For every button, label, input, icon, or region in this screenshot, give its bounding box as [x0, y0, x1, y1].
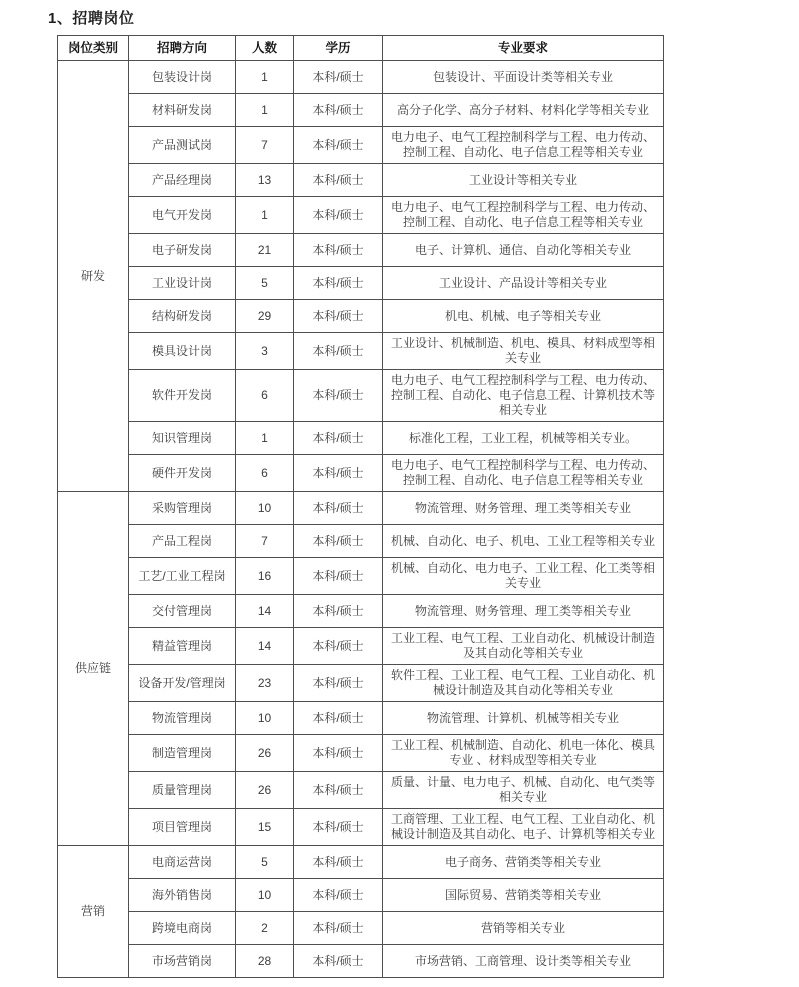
- direction-cell: 跨境电商岗: [129, 912, 236, 945]
- major-cell: 包装设计、平面设计类等相关专业: [383, 61, 664, 94]
- education-cell: 本科/硕士: [294, 234, 383, 267]
- count-cell: 28: [236, 945, 294, 978]
- table-row: [58, 333, 664, 370]
- table-row: [58, 772, 664, 809]
- direction-cell: 材料研发岗: [129, 94, 236, 127]
- major-cell: 工商管理、工业工程、电气工程、工业自动化、机械设计制造及其自动化、电子、计算机等相关专业: [383, 809, 664, 846]
- column-header-major: 专业要求: [383, 36, 664, 61]
- major-cell: 标准化工程，工业工程，机械等相关专业。: [383, 422, 664, 455]
- count-cell: 3: [236, 333, 294, 370]
- major-cell: 质量、计量、电力电子、机械、自动化、电气类等相关专业: [383, 772, 664, 809]
- count-cell: 13: [236, 164, 294, 197]
- major-cell: 电力电子、电气工程控制科学与工程、电力传动、控制工程、自动化、电子信息工程等相关专业: [383, 455, 664, 492]
- education-cell: 本科/硕士: [294, 164, 383, 197]
- direction-cell: 工业设计岗: [129, 267, 236, 300]
- major-cell: 电力电子、电气工程控制科学与工程、电力传动、控制工程、自动化、电子信息工程、计算机技术等相关专业: [383, 370, 664, 422]
- table-row: [58, 735, 664, 772]
- count-cell: 6: [236, 455, 294, 492]
- count-cell: 23: [236, 665, 294, 702]
- count-cell: 14: [236, 595, 294, 628]
- major-cell: 物流管理、财务管理、理工类等相关专业: [383, 492, 664, 525]
- table-row: [58, 846, 664, 879]
- count-cell: 1: [236, 422, 294, 455]
- direction-cell: 精益管理岗: [129, 628, 236, 665]
- count-cell: 6: [236, 370, 294, 422]
- table-row: [58, 879, 664, 912]
- direction-cell: 电子研发岗: [129, 234, 236, 267]
- education-cell: 本科/硕士: [294, 595, 383, 628]
- direction-cell: 产品工程岗: [129, 525, 236, 558]
- education-cell: 本科/硕士: [294, 628, 383, 665]
- major-cell: 营销等相关专业: [383, 912, 664, 945]
- table-row: [58, 558, 664, 595]
- count-cell: 1: [236, 197, 294, 234]
- major-cell: 工业设计、产品设计等相关专业: [383, 267, 664, 300]
- table-row: [58, 809, 664, 846]
- count-cell: 7: [236, 525, 294, 558]
- header-row: [58, 36, 664, 61]
- education-cell: 本科/硕士: [294, 702, 383, 735]
- education-cell: 本科/硕士: [294, 665, 383, 702]
- major-cell: 软件工程、工业工程、电气工程、工业自动化、机械设计制造及其自动化等相关专业: [383, 665, 664, 702]
- education-cell: 本科/硕士: [294, 735, 383, 772]
- major-cell: 高分子化学、高分子材料、材料化学等相关专业: [383, 94, 664, 127]
- column-header-direction: 招聘方向: [129, 36, 236, 61]
- direction-cell: 知识管理岗: [129, 422, 236, 455]
- table-row: [58, 127, 664, 164]
- table-row: [58, 267, 664, 300]
- category-cell: 研发: [58, 61, 129, 492]
- education-cell: 本科/硕士: [294, 772, 383, 809]
- major-cell: 工业工程、机械制造、自动化、机电一体化、模具专业 、材料成型等相关专业: [383, 735, 664, 772]
- count-cell: 5: [236, 846, 294, 879]
- count-cell: 14: [236, 628, 294, 665]
- education-cell: 本科/硕士: [294, 558, 383, 595]
- page-title: 1、招聘岗位: [48, 10, 135, 27]
- major-cell: 工业设计、机械制造、机电、模具、材料成型等相关专业: [383, 333, 664, 370]
- education-cell: 本科/硕士: [294, 300, 383, 333]
- count-cell: 26: [236, 735, 294, 772]
- education-cell: 本科/硕士: [294, 61, 383, 94]
- direction-cell: 质量管理岗: [129, 772, 236, 809]
- table-row: [58, 665, 664, 702]
- direction-cell: 结构研发岗: [129, 300, 236, 333]
- table-row: [58, 702, 664, 735]
- direction-cell: 电气开发岗: [129, 197, 236, 234]
- education-cell: 本科/硕士: [294, 127, 383, 164]
- major-cell: 工业设计等相关专业: [383, 164, 664, 197]
- education-cell: 本科/硕士: [294, 370, 383, 422]
- direction-cell: 工艺/工业工程岗: [129, 558, 236, 595]
- major-cell: 市场营销、工商管理、设计类等相关专业: [383, 945, 664, 978]
- table-row: [58, 422, 664, 455]
- count-cell: 1: [236, 61, 294, 94]
- education-cell: 本科/硕士: [294, 455, 383, 492]
- major-cell: 电子商务、营销类等相关专业: [383, 846, 664, 879]
- major-cell: 电子、计算机、通信、自动化等相关专业: [383, 234, 664, 267]
- major-cell: 机电、机械、电子等相关专业: [383, 300, 664, 333]
- count-cell: 15: [236, 809, 294, 846]
- education-cell: 本科/硕士: [294, 525, 383, 558]
- direction-cell: 市场营销岗: [129, 945, 236, 978]
- table-row: [58, 525, 664, 558]
- direction-cell: 海外销售岗: [129, 879, 236, 912]
- direction-cell: 硬件开发岗: [129, 455, 236, 492]
- table-row: [58, 197, 664, 234]
- count-cell: 7: [236, 127, 294, 164]
- direction-cell: 交付管理岗: [129, 595, 236, 628]
- major-cell: 物流管理、计算机、机械等相关专业: [383, 702, 664, 735]
- count-cell: 16: [236, 558, 294, 595]
- education-cell: 本科/硕士: [294, 333, 383, 370]
- count-cell: 10: [236, 879, 294, 912]
- count-cell: 5: [236, 267, 294, 300]
- major-cell: 机械、自动化、电力电子、工业工程、化工类等相关专业: [383, 558, 664, 595]
- major-cell: 工业工程、电气工程、工业自动化、机械设计制造及其自动化等相关专业: [383, 628, 664, 665]
- category-cell: 营销: [58, 846, 129, 978]
- table-row: [58, 455, 664, 492]
- table-row: [58, 945, 664, 978]
- count-cell: 10: [236, 492, 294, 525]
- education-cell: 本科/硕士: [294, 846, 383, 879]
- count-cell: 10: [236, 702, 294, 735]
- table-header: [58, 36, 664, 61]
- direction-cell: 物流管理岗: [129, 702, 236, 735]
- education-cell: 本科/硕士: [294, 197, 383, 234]
- direction-cell: 设备开发/管理岗: [129, 665, 236, 702]
- column-header-category: 岗位类别: [58, 36, 129, 61]
- table-row: [58, 912, 664, 945]
- major-cell: 电力电子、电气工程控制科学与工程、电力传动、控制工程、自动化、电子信息工程等相关专业: [383, 127, 664, 164]
- direction-cell: 产品测试岗: [129, 127, 236, 164]
- education-cell: 本科/硕士: [294, 809, 383, 846]
- major-cell: 国际贸易、营销类等相关专业: [383, 879, 664, 912]
- education-cell: 本科/硕士: [294, 267, 383, 300]
- education-cell: 本科/硕士: [294, 945, 383, 978]
- column-header-count: 人数: [236, 36, 294, 61]
- direction-cell: 制造管理岗: [129, 735, 236, 772]
- count-cell: 26: [236, 772, 294, 809]
- direction-cell: 电商运营岗: [129, 846, 236, 879]
- table-row: [58, 94, 664, 127]
- education-cell: 本科/硕士: [294, 492, 383, 525]
- recruitment-table: [57, 35, 664, 978]
- major-cell: 电力电子、电气工程控制科学与工程、电力传动、控制工程、自动化、电子信息工程等相关专业: [383, 197, 664, 234]
- table-row: [58, 492, 664, 525]
- table-row: [58, 595, 664, 628]
- column-header-education: 学历: [294, 36, 383, 61]
- education-cell: 本科/硕士: [294, 422, 383, 455]
- count-cell: 1: [236, 94, 294, 127]
- direction-cell: 采购管理岗: [129, 492, 236, 525]
- category-cell: 供应链: [58, 492, 129, 846]
- direction-cell: 项目管理岗: [129, 809, 236, 846]
- major-cell: 机械、自动化、电子、机电、工业工程等相关专业: [383, 525, 664, 558]
- education-cell: 本科/硕士: [294, 912, 383, 945]
- table-body: [58, 61, 664, 978]
- count-cell: 29: [236, 300, 294, 333]
- major-cell: 物流管理、财务管理、理工类等相关专业: [383, 595, 664, 628]
- table-row: [58, 370, 664, 422]
- education-cell: 本科/硕士: [294, 879, 383, 912]
- count-cell: 21: [236, 234, 294, 267]
- direction-cell: 软件开发岗: [129, 370, 236, 422]
- table-row: [58, 300, 664, 333]
- direction-cell: 包装设计岗: [129, 61, 236, 94]
- table-row: [58, 61, 664, 94]
- table-row: [58, 164, 664, 197]
- direction-cell: 产品经理岗: [129, 164, 236, 197]
- direction-cell: 模具设计岗: [129, 333, 236, 370]
- table-row: [58, 234, 664, 267]
- education-cell: 本科/硕士: [294, 94, 383, 127]
- table-row: [58, 628, 664, 665]
- count-cell: 2: [236, 912, 294, 945]
